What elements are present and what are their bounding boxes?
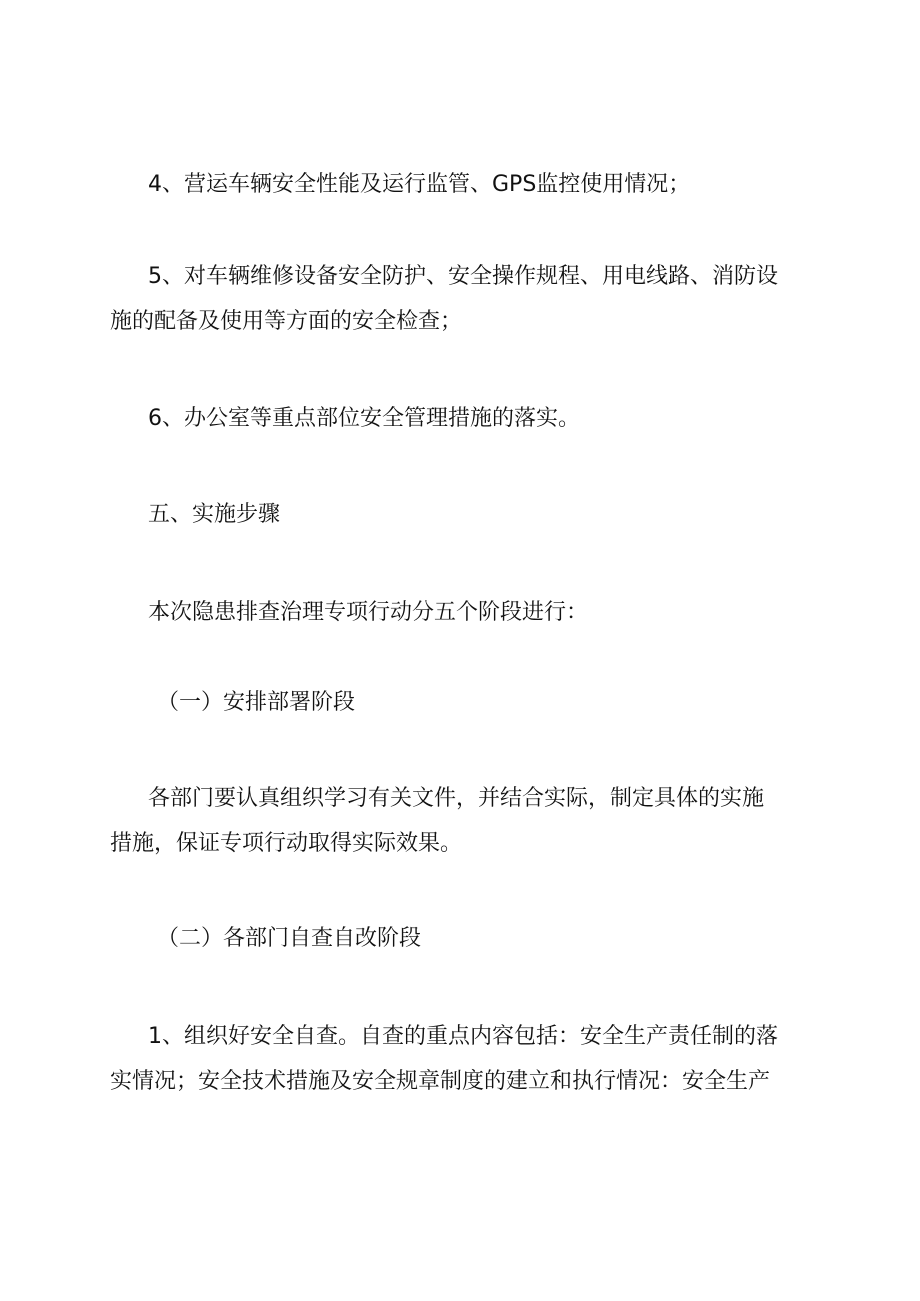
text-line: 五、实施步骤 bbox=[148, 502, 281, 527]
text-line: 1、组织好安全自查。自查的重点内容包括：安全生产责任制的落 bbox=[148, 1024, 778, 1049]
text-line: 5、对车辆维修设备安全防护、安全操作规程、用电线路、消防设 bbox=[148, 264, 778, 289]
text-line: 实情况；安全技术措施及安全规章制度的建立和执行情况：安全生产 bbox=[110, 1069, 771, 1094]
text-line: （一）安排部署阶段 bbox=[157, 690, 356, 715]
stage-1-heading bbox=[110, 680, 867, 725]
text-line: 6、办公室等重点部位安全管理措施的落实。 bbox=[148, 406, 580, 431]
stage-2-heading bbox=[110, 916, 867, 961]
list-item-6 bbox=[110, 396, 858, 441]
list-item-5 bbox=[110, 254, 858, 344]
text-line: 措施，保证专项行动取得实际效果。 bbox=[110, 831, 463, 856]
intro-paragraph bbox=[110, 590, 858, 635]
text-line: 本次隐患排查治理专项行动分五个阶段进行： bbox=[148, 600, 589, 625]
text-line: 4、营运车辆安全性能及运行监管、GPS监控使用情况； bbox=[148, 172, 691, 197]
text-line: （二）各部门自查自改阶段 bbox=[157, 926, 422, 951]
section-heading bbox=[110, 492, 858, 537]
text-line: 各部门要认真组织学习有关文件，并结合实际，制定具体的实施 bbox=[148, 786, 765, 811]
stage-2-item-1 bbox=[110, 1014, 858, 1104]
stage-1-body bbox=[110, 776, 858, 866]
text-line: 施的配备及使用等方面的安全检查； bbox=[110, 309, 463, 334]
list-item-4 bbox=[110, 162, 858, 207]
